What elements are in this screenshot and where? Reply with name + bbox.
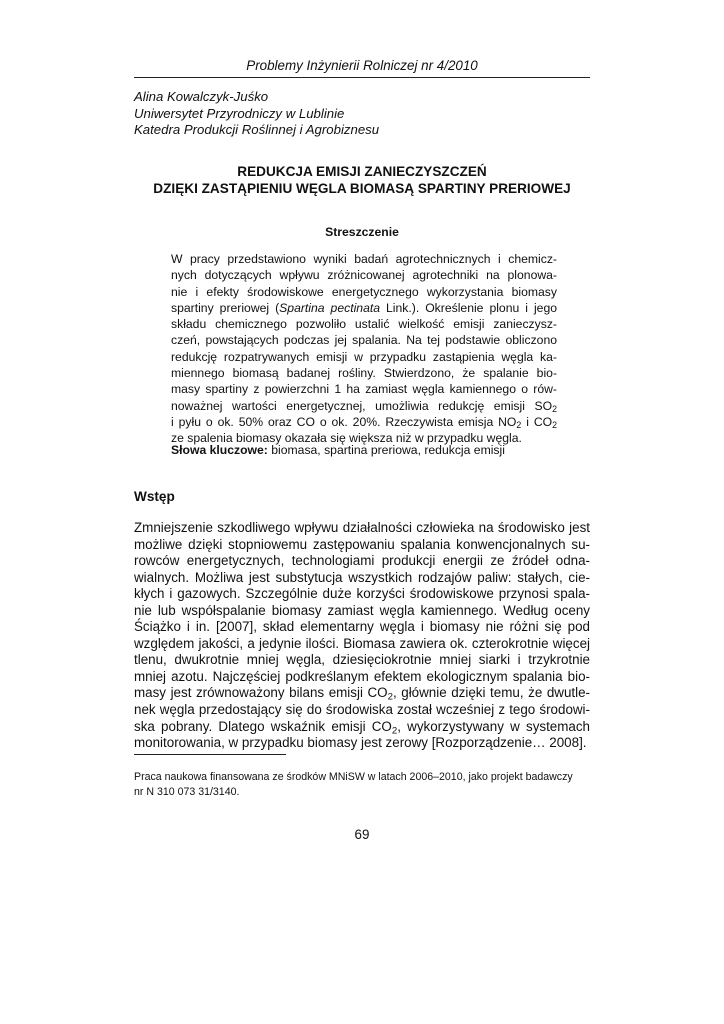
abstract-text: noważnej wartości energetycznej, umożliwia redukcję emisji SO	[171, 398, 553, 413]
body-line	[134, 685, 590, 702]
running-header	[134, 57, 590, 78]
abstract-line: masy spartiny z powierzchni 1 ha zamiast węgla kamiennego o rów-	[171, 382, 557, 397]
body-line: względem jakości, a jedynie ilości. Biomasa zawiera ok. czterokrotnie więcej	[134, 635, 590, 651]
subscript: 2	[552, 420, 558, 431]
abstract-line: W pracy przedstawiono wyniki badań agrotechnicznych i chemicz-	[171, 252, 557, 266]
author-name: Alina Kowalczyk-Juśko	[134, 89, 269, 104]
title-line-1: REDUKCJA EMISJI ZANIECZYSZCZEŃ	[237, 164, 487, 179]
subscript: 2	[552, 403, 557, 414]
abstract-text: i pyłu o ok. 50% oraz CO o ok. 20%. Rzeczywista emisja NO	[171, 414, 517, 429]
body-line: wialnych. Możliwa jest substytucja wszystkich rodzajów paliw: stałych, cie-	[134, 569, 590, 585]
body-line: kłych i gazowych. Szczególnie duże korzyści środowiskowe przynosi spala-	[134, 586, 590, 602]
body-line: rowców energetycznych, technologiami produkcji energii ze źródeł odna-	[134, 553, 590, 569]
keywords	[171, 442, 557, 458]
body-line: nie lub współspalanie biomasy zamiast węgla kamiennego. Według oceny	[134, 602, 590, 618]
abstract-text: spartiny preriowej (	[171, 300, 280, 315]
title-line-2: DZIĘKI ZASTĄPIENIU WĘGLA BIOMASĄ SPARTINY PRERIOWEJ	[153, 180, 571, 196]
body-text: ska pobrany. Dlatego wskaźnik emisji CO	[134, 718, 392, 734]
abstract-line: składu chemicznego pozwoliło ustalić wielkość emisji zanieczysz-	[171, 317, 557, 332]
footnote-divider	[134, 754, 286, 755]
abstract-line	[171, 414, 557, 430]
abstract-line	[171, 300, 557, 316]
body-line: mniej azotu. Najczęściej podkreślanym efektem ekologicznym spalania bio-	[134, 668, 590, 684]
journal-title: Problemy Inżynierii Rolniczej nr 4/2010	[246, 58, 478, 73]
abstract-line: miennego biomasą badanej rośliny. Stwierdzono, że spalanie bio-	[171, 366, 557, 381]
author-university: Uniwersytet Przyrodniczy w Lublinie	[134, 105, 345, 121]
body-text: , wykorzystywany w systemach	[397, 718, 591, 734]
body-paragraph	[134, 520, 590, 752]
footnote	[134, 770, 590, 800]
species-name: Spartina pectinata	[279, 300, 381, 315]
page-number: 69	[354, 827, 370, 842]
abstract-line: ze spalenia biomasy okazała się większa niż w przypadku węgla.	[171, 431, 522, 446]
author-block	[134, 89, 379, 139]
abstract-line: redukcję rozpatrywanych emisji w przypadku zastąpienia węgla ka-	[171, 349, 557, 364]
abstract-text: i CO	[521, 414, 553, 429]
body-text: masy jest zrównoważony bilans emisji CO	[134, 685, 388, 701]
body-line: nek węgla przedostający się do środowiska został wcześniej z tego środowi-	[134, 702, 590, 718]
section-heading: Wstęp	[134, 489, 175, 504]
body-line: Ściążko i in. [2007], skład elementarny węgla i biomasy nie różni się pod	[134, 619, 590, 635]
abstract-text: Link.). Określenie plonu i jego	[380, 300, 558, 315]
body-line: tlenu, dwukrotnie mniej węgla, dziesięciokrotnie mniej siarki i trzykrotnie	[134, 652, 590, 668]
keywords-label: Słowa kluczowe:	[171, 443, 268, 457]
subscript: 2	[387, 691, 393, 703]
footnote-line: nr N 310 073 31/3140.	[134, 786, 240, 798]
abstract-line: czeń, powstających podczas jej spalania. Na tej podstawie obliczono	[171, 333, 557, 348]
keywords-text: biomasa, spartina preriowa, redukcja emisji	[267, 443, 505, 457]
abstract-line: nie i efekty środowiskowe energetycznego wykorzystania biomasy	[171, 284, 557, 299]
paper-title	[134, 164, 590, 197]
subscript: 2	[516, 420, 522, 431]
body-line: monitorowania, w przypadku biomasy jest zerowy [Rozporządzenie… 2008].	[134, 735, 587, 751]
abstract-heading: Streszczenie	[325, 225, 399, 239]
body-line	[134, 719, 590, 736]
body-line: Zmniejszenie szkodliwego wpływu działalności człowieka na środowisko jest	[134, 520, 590, 535]
author-department: Katedra Produkcji Roślinnej i Agrobiznesu	[134, 122, 380, 138]
body-text: , głównie dzięki temu, że dwutle-	[392, 685, 591, 701]
body-line: możliwe dzięki stopniowemu zastępowaniu spalania konwencjonalnych su-	[134, 536, 590, 552]
subscript: 2	[391, 724, 398, 736]
footnote-line: Praca naukowa finansowana ze środków MNiSW w latach 2006–2010, jako projekt badawczy	[134, 771, 573, 783]
abstract-line: nych dotyczących wpływu zróżnicowanej agrotechniki na plonowa-	[171, 268, 557, 283]
abstract-body	[171, 251, 557, 447]
abstract-line	[171, 398, 557, 414]
